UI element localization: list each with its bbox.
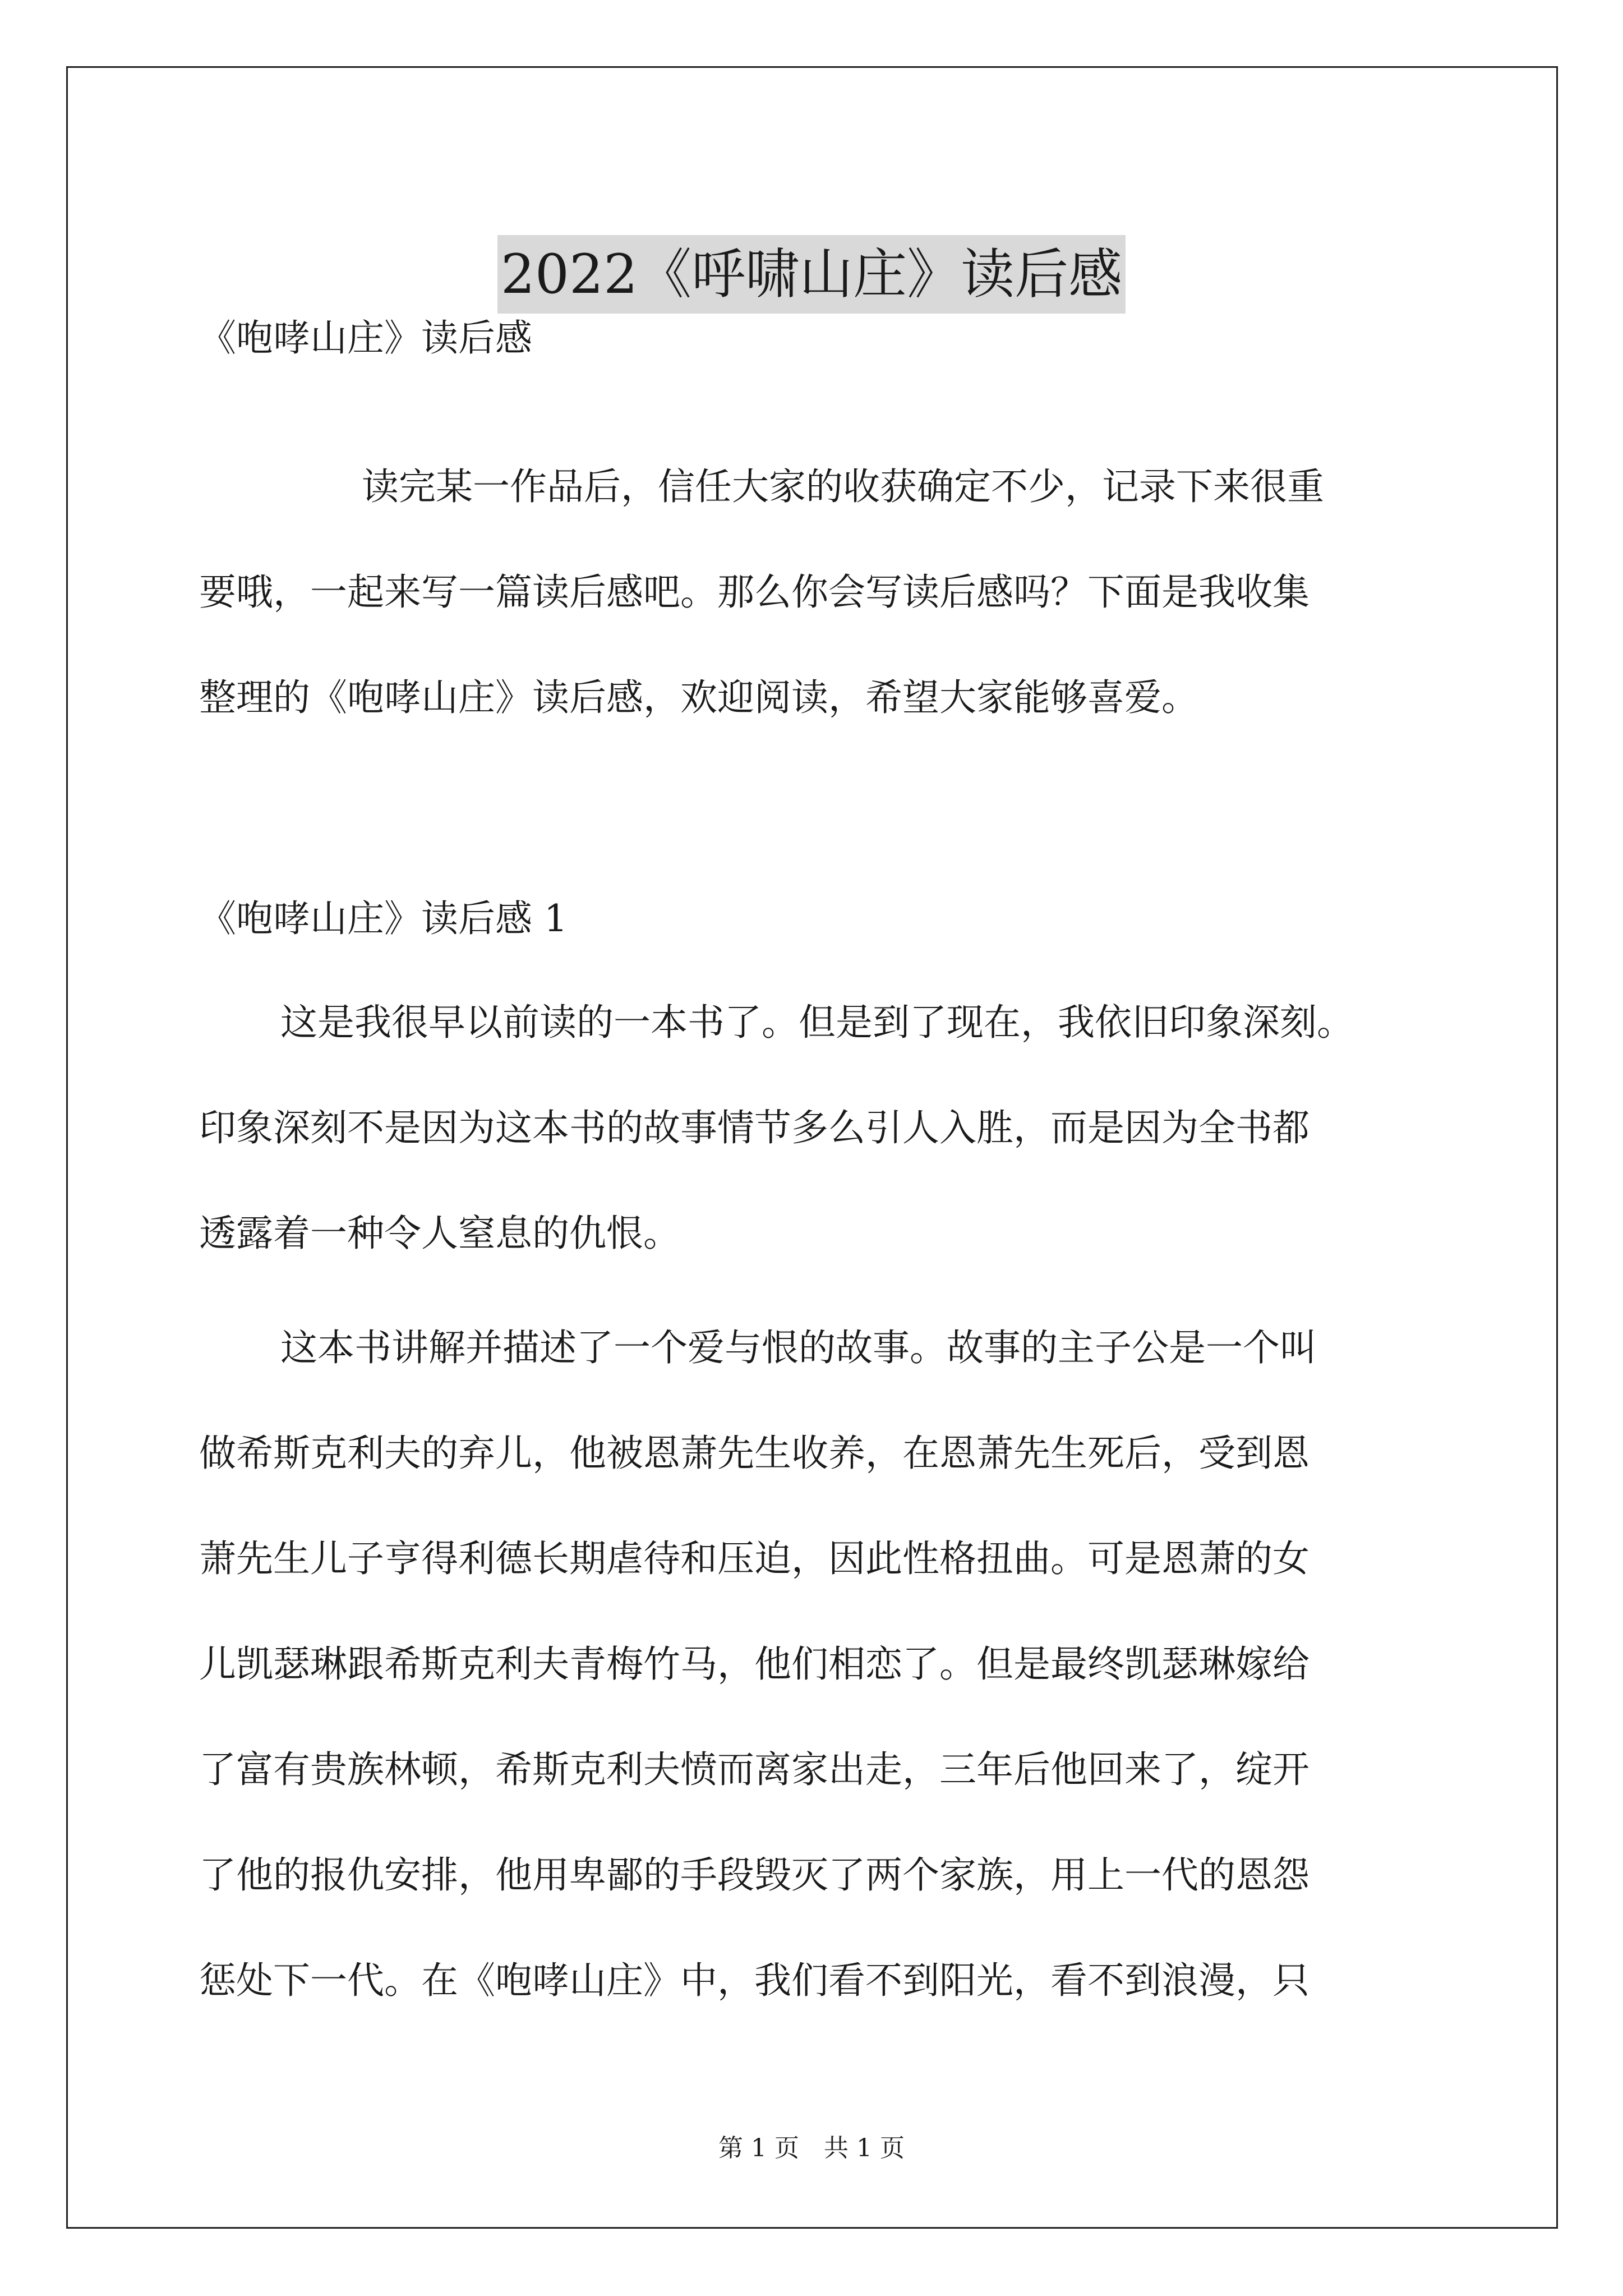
paragraph-line: 了富有贵族林顿，希斯克利夫愤而离家出走，三年后他回来了，绽开 [199, 1748, 1310, 1791]
paragraph-line: 这是我很早以前读的一本书了。但是到了现在，我依旧印象深刻。 [280, 1001, 1354, 1044]
paragraph-line: 印象深刻不是因为这本书的故事情节多么引人入胜，而是因为全书都 [199, 1106, 1310, 1149]
document-title: 2022《呼啸山庄》读后感 [497, 235, 1126, 314]
page-footer: 第 1 页 共 1 页 [718, 2134, 905, 2162]
paragraph-1 [199, 996, 1354, 1260]
paragraph-line: 透露着一种令人窒息的仇恨。 [199, 1212, 680, 1255]
paragraph-line: 了他的报仇安排，他用卑鄙的手段毁灭了两个家族，用上一代的恩怨 [199, 1853, 1310, 1897]
paragraph-line: 萧先生儿子亨得利德长期虐待和压迫，因此性格扭曲。可是恩萧的女 [199, 1537, 1310, 1580]
paragraph-line: 儿凯瑟琳跟希斯克利夫青梅竹马，他们相恋了。但是最终凯瑟琳嫁给 [199, 1642, 1310, 1686]
paragraph-2 [199, 1321, 1317, 2008]
paragraph-line: 这本书讲解并描述了一个爱与恨的故事。故事的主子公是一个叫 [280, 1326, 1317, 1369]
paragraph-line: 惩处下一代。在《咆哮山庄》中，我们看不到阳光，看不到浪漫，只 [199, 1959, 1310, 2002]
subtitle: 《咆哮山庄》读后感 [199, 316, 532, 360]
paragraph-line: 做希斯克利夫的弃儿，他被恩萧先生收养，在恩萧先生死后，受到恩 [199, 1432, 1310, 1475]
intro-line: 整理的《咆哮山庄》读后感，欢迎阅读，希望大家能够喜爱。 [199, 676, 1198, 719]
intro-line: 读完某一作品后，信任大家的收获确定不少，记录下来很重 [362, 465, 1324, 508]
intro-line: 要哦，一起来写一篇读后感吧。那么你会写读后感吗？下面是我收集 [199, 570, 1310, 614]
intro-paragraph [199, 460, 1324, 725]
section-heading: 《咆哮山庄》读后感 1 [199, 897, 568, 940]
